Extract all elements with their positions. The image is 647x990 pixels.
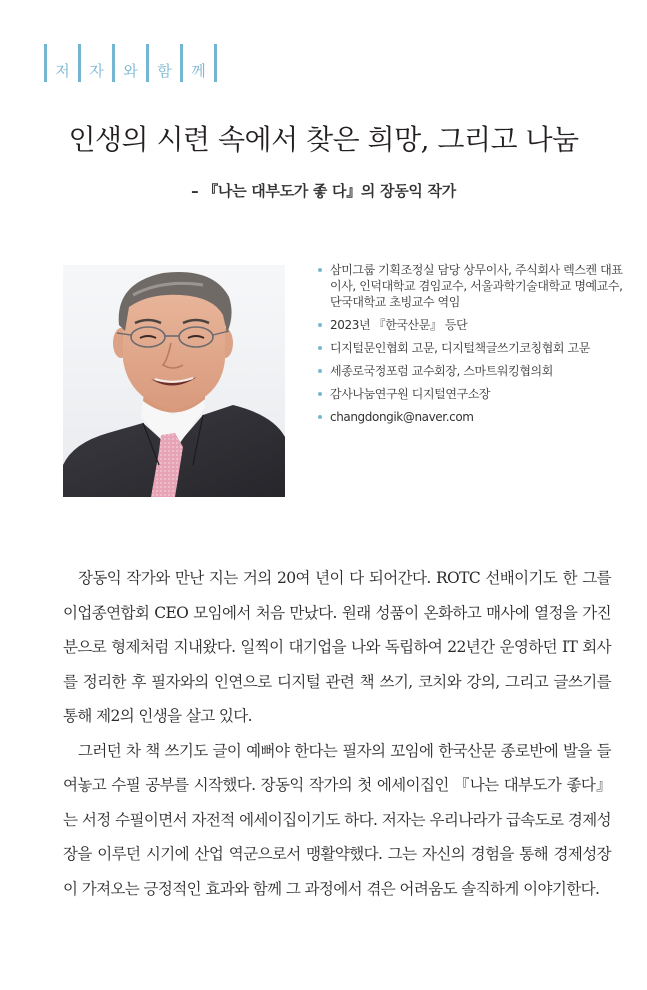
bullet-icon	[318, 268, 322, 272]
body-paragraph: 그러던 차 책 쓰기도 글이 예뻐야 한다는 필자의 꼬임에 한국산문 종로반에 발을 들여놓고 수필 공부를 시작했다. 장동익 작가의 첫 에세이집인 『나는 대부도가 좋다』는 서정 수필이면서 자전적 에세이집이기도 하다. 저자는 우리나라가 급속도로 경제성장을 이루던 시기에 산업 역군으로서 맹활약했다. 그는 자신의 경험을 통해 경제성장이 가져오는 긍정적인 효과와 함께 그 과정에서 겪은 어려움도 솔직하게 이야기한다.	[63, 741, 611, 898]
tag-char: 자	[89, 62, 104, 80]
tag-char: 와	[123, 62, 138, 80]
profile-text: 디지털문인협회 고문, 디지털책글쓰기코칭협회 고문	[330, 341, 590, 355]
profile-text: 감사나눔연구원 디지털연구소장	[330, 387, 491, 401]
email-text: changdongik@naver.com	[330, 410, 474, 424]
profile-text: 2023년 『한국산문』 등단	[330, 318, 468, 332]
tag-char: 함	[157, 62, 172, 80]
bullet-icon	[318, 392, 322, 396]
profile-item-debut	[316, 317, 626, 333]
tag-char: 께	[191, 62, 206, 80]
tag-divider	[214, 44, 217, 82]
article-body	[63, 561, 611, 906]
bullet-icon	[318, 346, 322, 350]
tag-char: 저	[55, 62, 70, 80]
profile-item-institute	[316, 386, 626, 402]
article-subtitle: – 『나는 대부도가 좋 다』의 장동익 작가	[191, 182, 456, 200]
article-title: 인생의 시련 속에서 찾은 희망, 그리고 나눔	[68, 123, 579, 156]
portrait-illustration	[63, 265, 285, 497]
bullet-icon	[318, 415, 322, 419]
profile-item-email	[316, 409, 626, 425]
bullet-icon	[318, 323, 322, 327]
profile-item-forum	[316, 363, 626, 379]
profile-text: 삼미그룹 기획조정실 담당 상무이사, 주식회사 렉스켄 대표이사, 인덕대학교 겸임교수, 서울과학기술대학교 명예교수, 단국대학교 초빙교수 역임	[330, 263, 623, 309]
profile-item-career	[316, 262, 626, 310]
author-photo	[63, 265, 285, 497]
profile-text: 세종로국정포럼 교수회장, 스마트워킹협의회	[330, 364, 553, 378]
section-tag	[44, 44, 217, 82]
profile-item-advisor	[316, 340, 626, 356]
bullet-icon	[318, 369, 322, 373]
body-paragraph: 장동익 작가와 만난 지는 거의 20여 년이 다 되어간다. ROTC 선배이기도 한 그를 이업종연합회 CEO 모임에서 처음 만났다. 원래 성품이 온화하고 매사에 열정을 가진 분으로 형제처럼 지내왔다. 일찍이 대기업을 나와 독립하여 22년간 운영하던 IT 회사를 정리한 후 필자와의 인연으로 디지털 관련 책 쓰기, 코치와 강의, 그리고 글쓰기를 통해 제2의 인생을 살고 있다.	[63, 569, 611, 725]
author-profile-list	[316, 262, 626, 432]
